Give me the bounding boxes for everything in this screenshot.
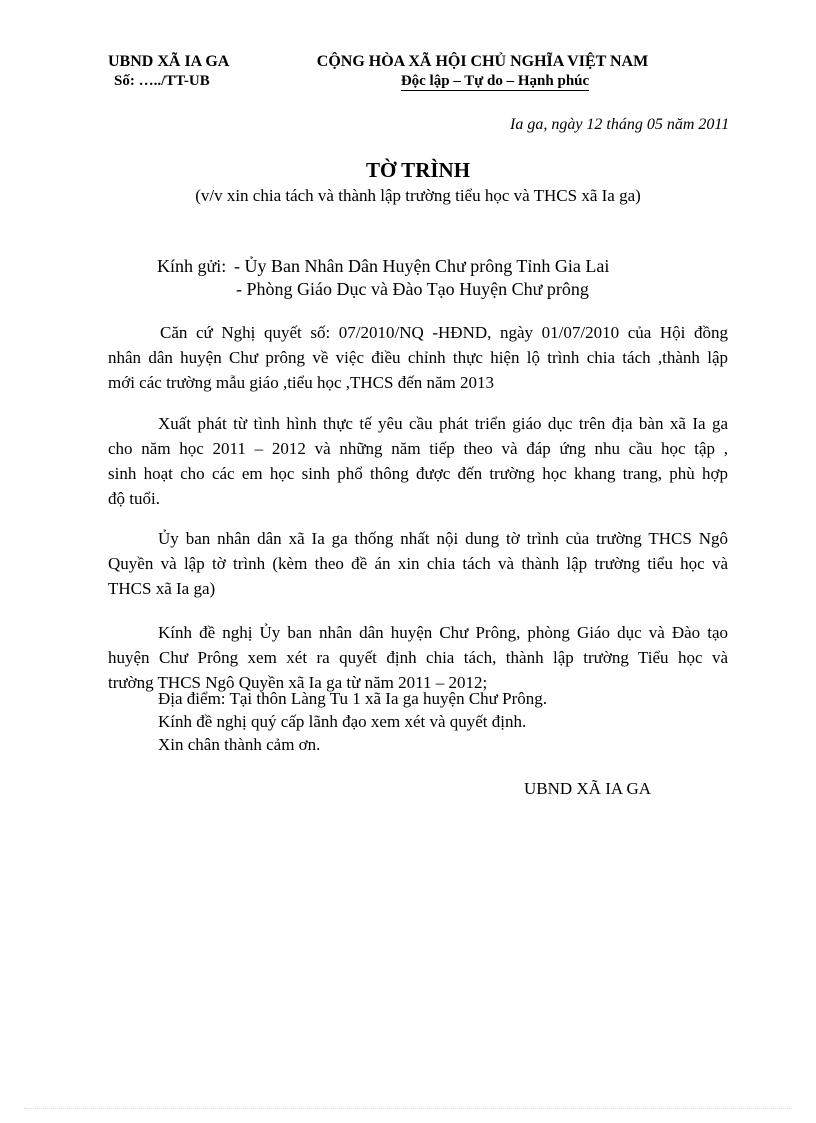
org-name: UBND XÃ IA GA: [108, 53, 230, 70]
paragraph-line: Ủy ban nhân dân xã Ia ga thống nhất nội dung tờ trình của trường THCS Ngô: [158, 529, 728, 548]
location-line: Địa điểm: Tại thôn Làng Tu 1 xã Ia ga huyện Chư Prông.: [158, 689, 547, 708]
paragraph-request: [108, 620, 728, 695]
paragraph-line: mới các trường mẫu giáo ,tiểu học ,THCS đến năm 2013: [108, 373, 495, 392]
thanks-line: Xin chân thành cảm ơn.: [158, 735, 321, 754]
recipient-item: - Phòng Giáo Dục và Đào Tạo Huyện Chư prông: [236, 279, 589, 299]
document-title: TỜ TRÌNH: [365, 158, 471, 182]
paragraph-line: độ tuổi.: [108, 489, 160, 508]
paragraph-legal-basis: [108, 320, 728, 395]
paragraph-line: nhân dân huyện Chư prông về việc điều chỉnh thực hiện lộ trình chia tách ,thành lập: [108, 348, 728, 367]
motto-wrap: [300, 73, 690, 90]
request-line: Kính đề nghị quý cấp lãnh đạo xem xét và quyết định.: [158, 712, 527, 731]
paragraph-line: Quyền và lập tờ trình (kèm theo đề án xin chia tách và thành lập trường tiểu học và: [108, 554, 728, 573]
recipients-label: Kính gửi:: [157, 256, 227, 276]
paragraph-line: THCS xã Ia ga): [108, 579, 216, 598]
date-line: Ia ga, ngày 12 tháng 05 năm 2011: [510, 116, 730, 133]
paragraph-agreement: [108, 526, 728, 601]
paragraph-line: Căn cứ Nghị quyết số: 07/2010/NQ -HĐND, ngày 01/07/2010 của Hội đồng: [160, 323, 728, 342]
paragraph-line: Xuất phát từ tình hình thực tế yêu cầu phát triển giáo dục trên địa bàn xã Ia ga: [158, 414, 728, 433]
recipient-item: - Ủy Ban Nhân Dân Huyện Chư prông Tỉnh Gia Lai: [234, 256, 610, 276]
paragraph-line: trường THCS Ngô Quyền xã Ia ga từ năm 2011 – 2012;: [108, 673, 488, 692]
document-subtitle: (v/v xin chia tách và thành lập trường tiểu học và THCS xã Ia ga): [195, 186, 641, 205]
doc-number: Số: …../TT-UB: [114, 73, 210, 89]
page-bottom-divider: [24, 1108, 792, 1109]
paragraph-line: huyện Chư Prông xem xét ra quyết định chia tách, thành lập trường Tiểu học và: [108, 648, 728, 667]
motto: Độc lập – Tự do – Hạnh phúc: [400, 73, 590, 89]
nation-name: CỘNG HÒA XÃ HỘI CHỦ NGHĨA VIỆT NAM: [316, 53, 649, 70]
paragraph-background: [108, 411, 728, 511]
signature-block: UBND XÃ IA GA: [524, 779, 652, 798]
paragraph-line: cho năm học 2011 – 2012 và những năm tiếp theo và đáp ứng nhu cầu học tập ,: [108, 439, 728, 458]
paragraph-line: Kính đề nghị Ủy ban nhân dân huyện Chư Prông, phòng Giáo dục và Đào tạo: [158, 623, 728, 642]
paragraph-line: sinh hoạt cho các em học sinh phổ thông được đến trường học khang trang, phù hợp: [108, 464, 728, 483]
